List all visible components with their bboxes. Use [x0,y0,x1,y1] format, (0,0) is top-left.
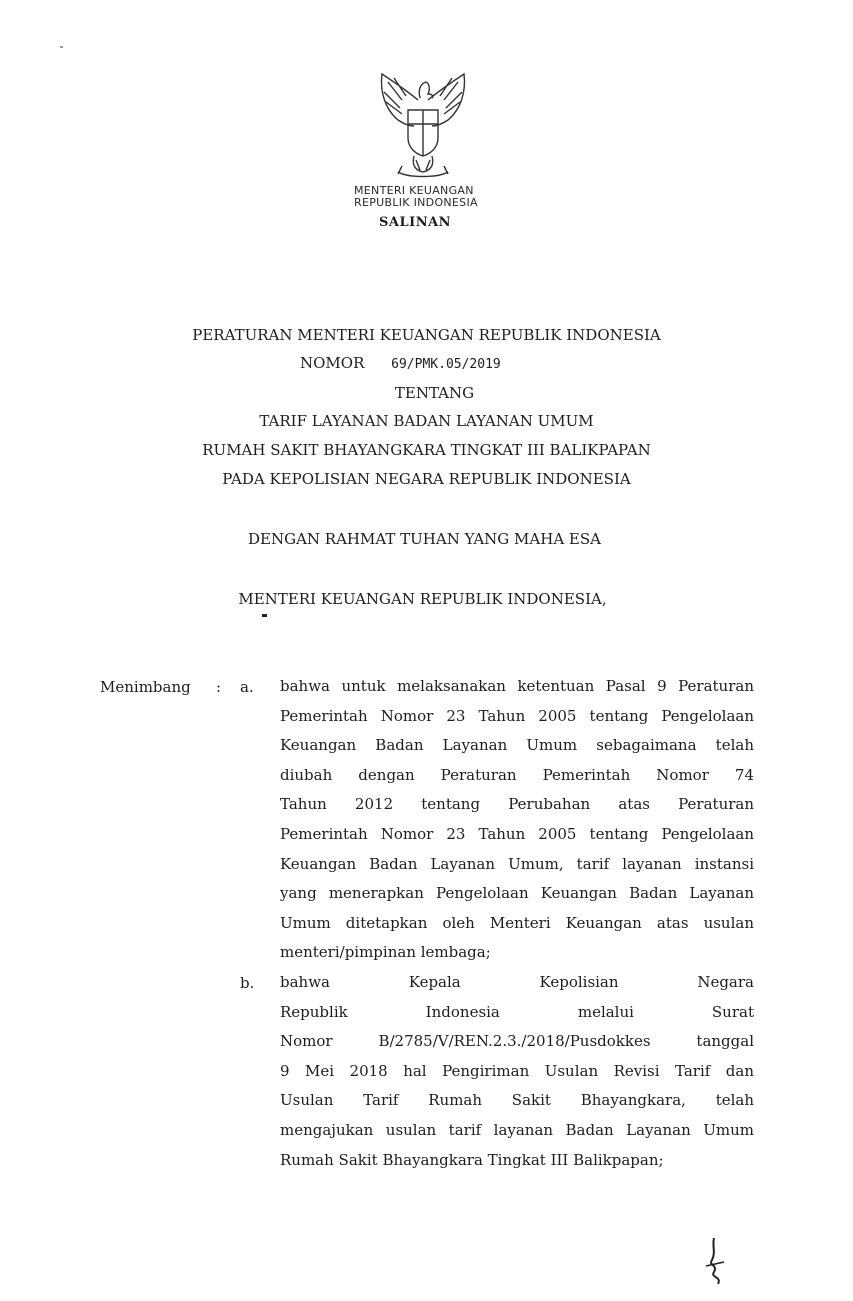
subject-line-3: PADA KEPOLISIAN NEGARA REPUBLIK INDONESIA [222,470,631,488]
nomor-value: 69/PMK.05/2019 [391,357,501,372]
scan-speck [60,46,63,48]
text-line: bahwa Kepala Kepolisian Negara [280,973,754,991]
ministry-line-2: REPUBLIK INDONESIA [354,196,478,209]
copy-stamp: SALINAN [379,215,452,230]
subject-line-2: RUMAH SAKIT BHAYANGKARA TINGKAT III BALIKPAPAN [202,441,651,459]
text-line: mengajukan usulan tarif layanan Badan Layanan Umum [280,1120,754,1139]
tentang-heading: TENTANG [394,384,475,402]
considering-colon: : [216,678,222,696]
nomor-label: NOMOR [300,354,365,372]
regulation-number [300,354,501,372]
text-line: Umum ditetapkan oleh Menteri Keuangan atas usulan [280,913,754,932]
text-line: diubah dengan Peraturan Pemerintah Nomor 74 [280,765,754,784]
text-line: bahwa untuk melaksanakan ketentuan Pasal 9 Peraturan [280,677,754,695]
scan-mark [262,614,267,617]
item-letter-b: b. [240,974,255,992]
item-letter-a: a. [240,678,254,696]
text-line: Keuangan Badan Layanan Umum, tarif layanan instansi [280,854,754,873]
issuer-heading: MENTERI KEUANGAN REPUBLIK INDONESIA, [238,590,607,608]
ministry-heading [354,185,478,209]
text-line: Pemerintah Nomor 23 Tahun 2005 tentang Pengelolaan [280,706,754,725]
invocation: DENGAN RAHMAT TUHAN YANG MAHA ESA [248,530,601,548]
text-line: 9 Mei 2018 hal Pengiriman Usulan Revisi Tarif dan [280,1061,754,1080]
text-line: Tahun 2012 tentang Perubahan atas Peraturan [280,795,754,814]
text-line: Republik Indonesia melalui Surat [280,1002,754,1021]
ministry-line-1: MENTERI KEUANGAN [354,184,474,197]
text-line: Rumah Sakit Bhayangkara Tingkat III Balikpapan; [280,1150,664,1169]
garuda-emblem-icon [368,60,478,182]
text-line: Nomor B/2785/V/REN.2.3./2018/Pusdokkes tanggal [280,1032,754,1051]
initial-signature-icon [700,1236,730,1288]
consideration-a [280,672,754,968]
text-line: Keuangan Badan Layanan Umum sebagaimana telah [280,736,754,755]
text-line: Pemerintah Nomor 23 Tahun 2005 tentang Pengelolaan [280,824,754,843]
subject-line-1: TARIF LAYANAN BADAN LAYANAN UMUM [259,412,594,430]
text-line: Usulan Tarif Rumah Sakit Bhayangkara, telah [280,1091,754,1110]
regulation-title: PERATURAN MENTERI KEUANGAN REPUBLIK INDONESIA [192,326,661,344]
text-line: menteri/pimpinan lembaga; [280,943,491,962]
consideration-b [280,968,754,1175]
text-line: yang menerapkan Pengelolaan Keuangan Badan Layanan [280,884,754,903]
considering-label: Menimbang [100,678,191,696]
